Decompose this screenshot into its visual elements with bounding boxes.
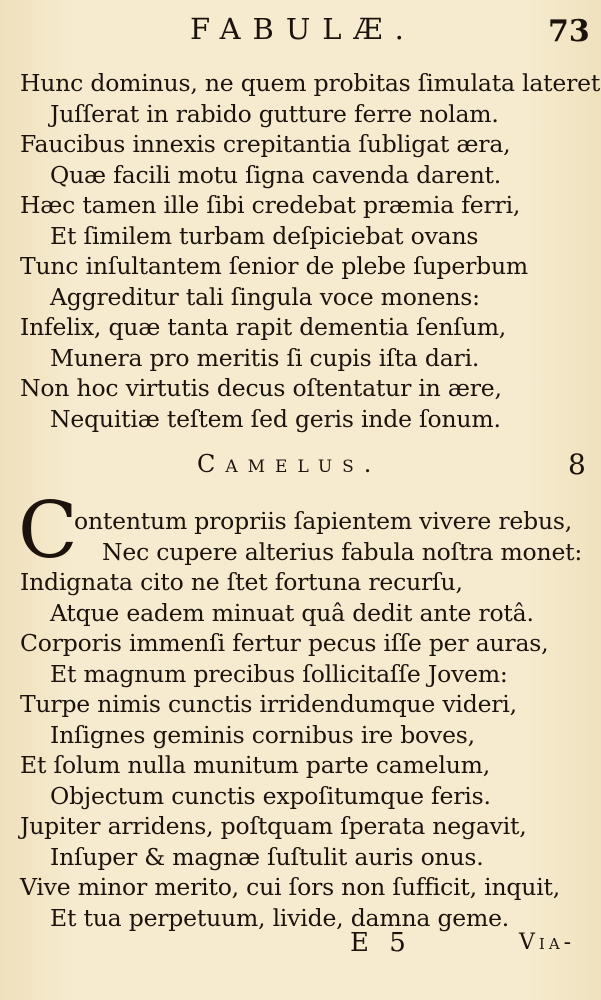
fable-heading xyxy=(0,448,601,488)
running-head xyxy=(0,10,601,50)
verse-line: Turpe nimis cunctis irridendumque videri, xyxy=(20,690,517,718)
verse-line: Nequitiæ teſtem ſed geris inde ſonum. xyxy=(50,404,501,433)
verse-line: Corporis immenſi fertur pecus iſſe per auras, xyxy=(20,629,549,657)
verse-line: Jupiter arridens, poſtquam ſperata negavit, xyxy=(20,812,527,840)
verse-line: Objectum cunctis expoſitumque feris. xyxy=(50,781,491,810)
verse-line: Et magnum precibus ſollicitaſſe Jovem: xyxy=(50,659,508,688)
verse-line: Aggreditur tali ſingula voce monens: xyxy=(50,282,480,311)
verse-line: Juſſerat in rabido gutture ferre nolam. xyxy=(50,99,499,128)
verse-line: Vive minor merito, cui ſors non ſufficit, inquit, xyxy=(20,873,561,901)
running-title: FABULÆ. xyxy=(190,12,416,46)
signature-mark: E 5 xyxy=(350,928,412,958)
page-footer xyxy=(0,928,601,964)
page-number: 73 xyxy=(548,14,590,49)
verse-line: Atque eadem minuat quâ dedit ante rotâ. xyxy=(50,598,534,627)
verse-line: Tunc inſultantem ſenior de plebe ſuperbum xyxy=(20,252,528,280)
drop-cap: C xyxy=(18,486,78,576)
verse-line: Inſuper & magnæ ſuſtulit auris onus. xyxy=(50,842,484,871)
verse-line: Hæc tamen ille ſibi credebat præmia ferri, xyxy=(20,191,521,219)
verse-line: Infelix, quæ tanta rapit dementia ſenſum, xyxy=(20,313,507,341)
verse-line: Et ſolum nulla munitum parte camelum, xyxy=(20,751,490,779)
fable-number: 8 xyxy=(568,448,586,481)
catchword: Via- xyxy=(519,930,576,955)
verse-line: Et tua perpetuum, livide, damna geme. xyxy=(50,903,510,932)
verse-line: Nec cupere alterius fabula noſtra monet: xyxy=(102,537,583,566)
verse-line: Hunc dominus, ne quem probitas ſimulata lateret xyxy=(20,69,601,97)
verse-line: Quæ facili motu ſigna cavenda darent. xyxy=(50,160,502,189)
verse-line: Faucibus innexis crepitantia ſubligat æra, xyxy=(20,130,511,158)
verse-line: Et ſimilem turbam deſpiciebat ovans xyxy=(50,221,479,250)
fable-one-verse xyxy=(0,68,601,434)
verse-line: Non hoc virtutis decus oſtentatur in ære, xyxy=(20,374,502,402)
verse-line: Munera pro meritis ſi cupis iſta dari. xyxy=(50,343,480,372)
verse-line: ontentum propriis ſapientem vivere rebus, xyxy=(74,507,573,535)
fable-title: Camelus. xyxy=(197,450,382,478)
verse-line: Indignata cito ne ſtet fortuna recurſu, xyxy=(20,568,463,596)
verse-line: Inſignes geminis cornibus ire boves, xyxy=(50,720,475,749)
fable-two-verse xyxy=(0,506,601,933)
